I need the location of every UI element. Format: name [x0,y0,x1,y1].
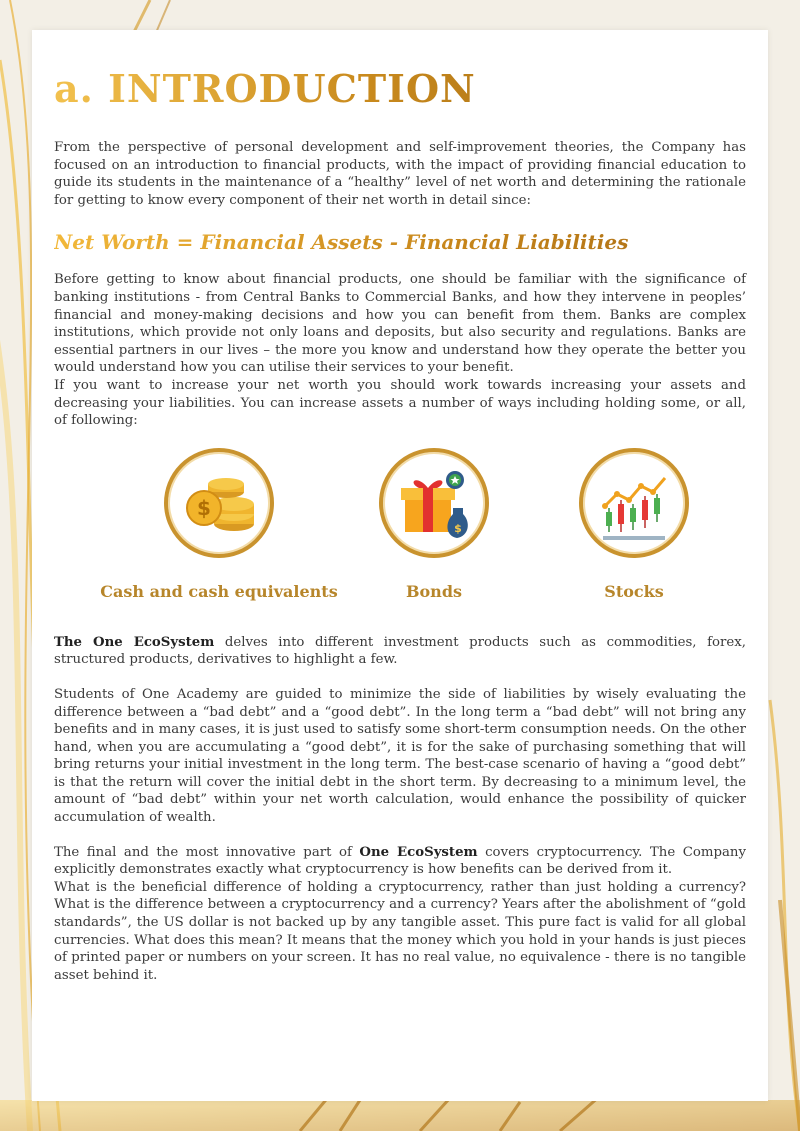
crypto-paragraph [54,844,746,879]
asset-type-stocks [574,448,694,601]
asset-type-bonds [374,448,494,601]
document-page [32,30,768,1101]
asset-types-row [54,448,746,628]
asset-type-cash [94,448,344,601]
asset-type-label: Stocks [604,581,664,601]
gift-money-bag-icon [379,448,489,558]
section-heading: a. INTRODUCTION [54,64,746,114]
asset-type-label: Cash and cash equivalents [100,581,338,601]
assets-paragraph: If you want to increase your net worth you should work towards increasing your assets and decreasing your liabilities. You can increase assets a number of ways including holding some, or all, of following: [54,377,746,429]
debt-paragraph: Students of One Academy are guided to minimize the side of liabilities by wisely evaluating the difference between a “bad debt” and a “good debt”. In the long term a “bad debt” will not bring any benefits and in many cases, it is just used to satisfy some short-term consumption needs. On the other hand, when you are accumulating a “good debt”, it is for the sake of purchasing something that will bring returns your initial investment in the long term. The best-case scenario of having a “good debt” is that the return will cover the initial debt in the short term. By decreasing to a minimum level, the amount of “bad debt” within your net worth calculation, would enhance the possibility of quicker accumulation of wealth. [54,686,746,826]
candlestick-chart-icon [579,448,689,558]
net-worth-formula: Net Worth = Financial Assets - Financial Liabilities [54,227,746,257]
ecosystem-name: The One EcoSystem [54,634,215,650]
coins-icon [164,448,274,558]
ecosystem-name-bold: One EcoSystem [359,844,478,860]
ecosystem-text: delves into different investment products such as commodities, forex, structured products, derivatives to highlight a few. [54,634,746,668]
svg-text:$: $ [454,521,462,535]
svg-text:$: $ [197,495,211,520]
banking-paragraph: Before getting to know about financial products, one should be familiar with the significance of banking institutions - from Central Banks to Commercial Banks, and how they intervene in peoples’ financial and money-making decisions and how you can benefit from them. Banks are complex institutions, which provide not only loans and deposits, but also security and regulations. Banks are essential partners in our lives – the more you know and understand how they operate the better you would understand how you can utilise their services to your benefit. [54,272,746,376]
asset-type-label: Bonds [405,581,463,601]
questions-paragraph: What is the beneficial difference of holding a cryptocurrency, rather than just holding a currency? What is the difference between a cryptocurrency and a currency? Years after the abolishment of “gold standards”, the US dollar is not backed up by any tangible asset. This pure fact is valid for all global currencies. What does this mean? It means that the money which you hold in your hands is just pieces of printed paper or numbers on your screen. It has no real value, no equivalence - there is no tangible asset behind it. [54,879,746,983]
page-content [54,30,746,984]
intro-paragraph: From the perspective of personal development and self-improvement theories, the Company has focused on an introduction to financial products, with the impact of providing financial education to guide its students in the maintenance of a “healthy” level of net worth and determining the rationale for getting to know every component of their net worth in detail since: [54,140,746,208]
ecosystem-paragraph [54,634,746,669]
crypto-text-after: covers cryptocurrency. The Company explicitly demonstrates exactly what cryptocurrency is how benefits can be derived from it. [54,844,746,878]
crypto-text-before: The final and the most innovative part of [54,844,360,860]
